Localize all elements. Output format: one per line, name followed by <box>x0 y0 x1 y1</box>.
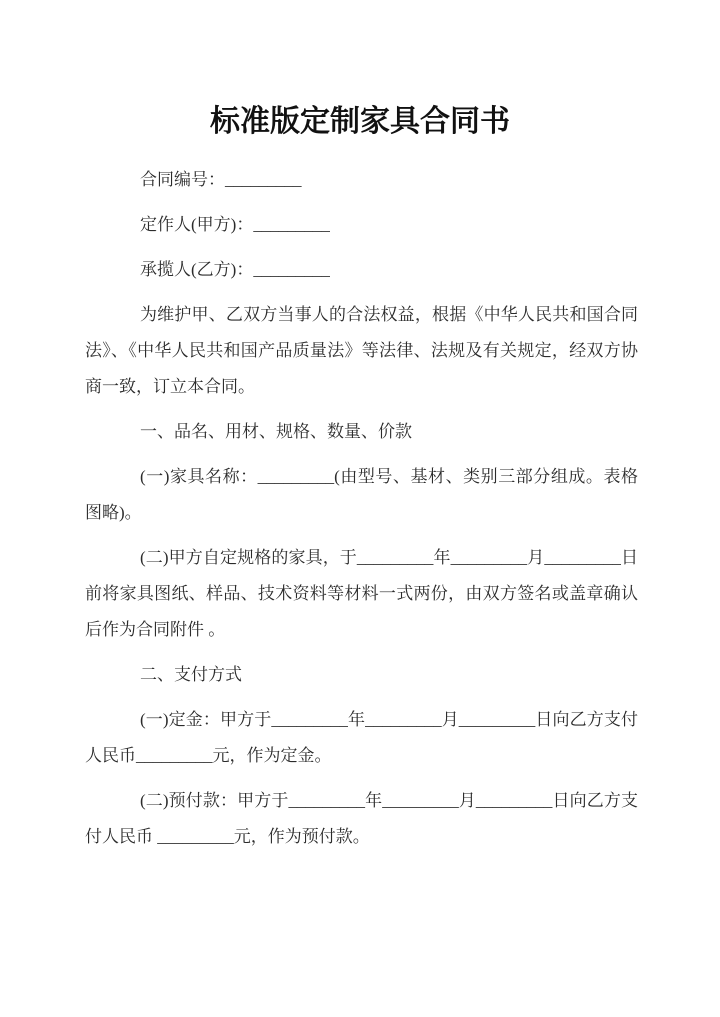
contract-body <box>0 162 720 855</box>
section-2-heading: 二、支付方式 <box>140 665 242 684</box>
section-1-heading: 一、品名、用材、规格、数量、价款 <box>140 422 412 441</box>
section-1-clause-1: (一)家具名称：_________(由型号、基材、类别三部分组成。表格图略)。 <box>85 467 638 522</box>
party-b-line: 承揽人(乙方)：_________ <box>140 260 330 279</box>
section-2-clause-2: (二)预付款：甲方于_________年_________月_________日向乙方支付人民币 _________元，作为预付款。 <box>85 791 638 846</box>
section-1-clause-2: (二)甲方自定规格的家具，于_________年_________月_________日前将家具图纸、样品、技术资料等材料一式两份，由双方签名或盖章确认后作为合同附件 。 <box>85 548 638 639</box>
party-a-line: 定作人(甲方)：_________ <box>140 215 330 234</box>
section-2-clause-1: (一)定金：甲方于_________年_________月_________日向乙方支付人民币_________元，作为定金。 <box>85 710 638 765</box>
contract-number-line: 合同编号：_________ <box>140 170 302 189</box>
contract-title: 标准版定制家具合同书 <box>210 105 510 138</box>
preamble-paragraph: 为维护甲、乙双方当事人的合法权益，根据《中华人民共和国合同法》、《中华人民共和国产品质量法》等法律、法规及有关规定，经双方协商一致，订立本合同。 <box>85 305 638 396</box>
